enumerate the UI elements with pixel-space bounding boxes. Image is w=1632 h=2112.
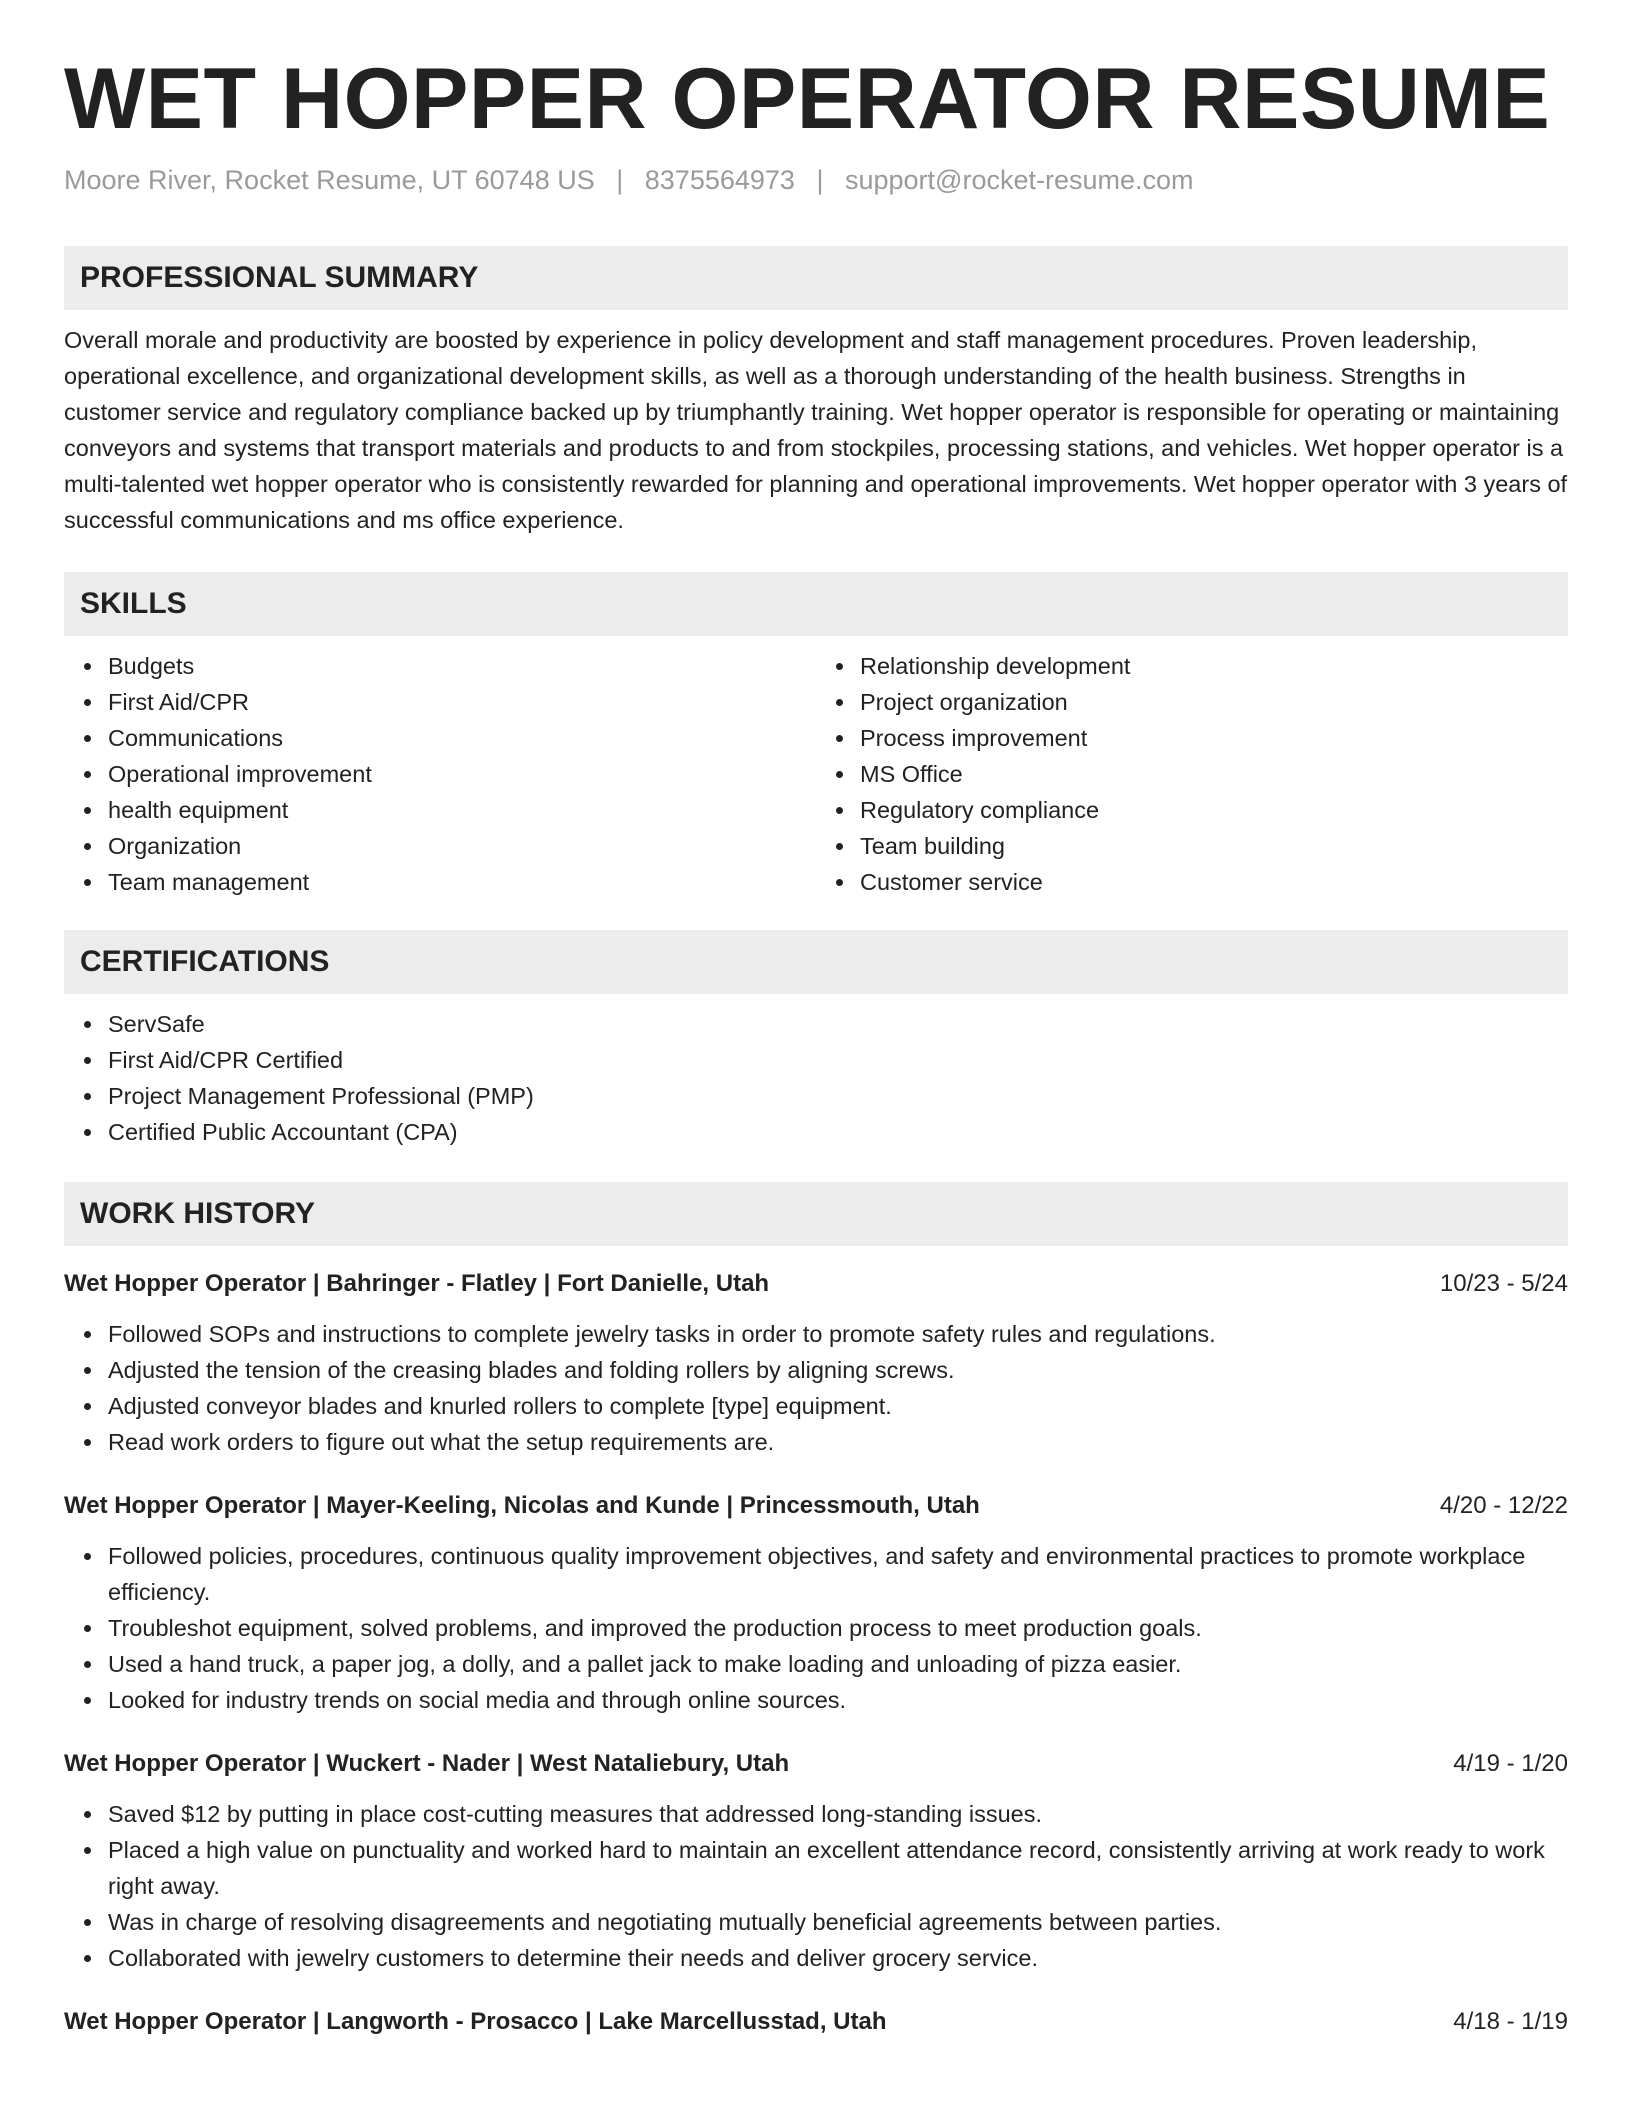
certification-item: Project Management Professional (PMP) xyxy=(108,1078,1568,1114)
job-entry xyxy=(64,1746,1568,1976)
skill-item: Process improvement xyxy=(860,720,1568,756)
skill-item: Organization xyxy=(108,828,816,864)
job-duty: Adjusted conveyor blades and knurled rollers to complete [type] equipment. xyxy=(108,1388,1568,1424)
skill-item: Team building xyxy=(860,828,1568,864)
job-duty: Followed policies, procedures, continuous quality improvement objectives, and safety and environmental practices to promote workplace efficiency. xyxy=(108,1538,1568,1610)
skill-item: Project organization xyxy=(860,684,1568,720)
skill-item: Customer service xyxy=(860,864,1568,900)
job-duties xyxy=(64,1316,1568,1460)
job-dates: 10/23 - 5/24 xyxy=(1439,1269,1568,1297)
job-title: Wet Hopper Operator | Mayer-Keeling, Nicolas and Kunde | Princessmouth, Utah xyxy=(64,1491,980,1519)
job-duty: Adjusted the tension of the creasing blades and folding rollers by aligning screws. xyxy=(108,1352,1568,1388)
resume-title: WET HOPPER OPERATOR RESUME xyxy=(64,51,1551,147)
job-entry xyxy=(64,2004,1568,2040)
contact-phone: 8375564973 xyxy=(644,164,795,195)
job-duty: Placed a high value on punctuality and worked hard to maintain an excellent attendance record, consistently arriving at work ready to work right away. xyxy=(108,1832,1568,1904)
skill-item: Regulatory compliance xyxy=(860,792,1568,828)
skill-item: Communications xyxy=(108,720,816,756)
job-title: Wet Hopper Operator | Bahringer - Flatley | Fort Danielle, Utah xyxy=(64,1269,770,1297)
skill-item: Operational improvement xyxy=(108,756,816,792)
job-title: Wet Hopper Operator | Langworth - Prosacco | Lake Marcellusstad, Utah xyxy=(64,2007,887,2035)
skills-column-right xyxy=(816,648,1568,900)
job-duties xyxy=(64,1796,1568,1976)
job-duty: Was in charge of resolving disagreements and negotiating mutually beneficial agreements between parties. xyxy=(108,1904,1568,1940)
contact-address: Moore River, Rocket Resume, UT 60748 US xyxy=(64,164,595,195)
job-duty: Collaborated with jewelry customers to determine their needs and deliver grocery service. xyxy=(108,1940,1568,1976)
certifications-list xyxy=(64,1006,1568,1150)
contact-line xyxy=(64,165,1568,196)
job-duties xyxy=(64,1538,1568,1718)
skills-column-left xyxy=(64,648,816,900)
job-duty: Read work orders to figure out what the setup requirements are. xyxy=(108,1424,1568,1460)
skill-item: First Aid/CPR xyxy=(108,684,816,720)
job-duty: Troubleshot equipment, solved problems, and improved the production process to meet production goals. xyxy=(108,1610,1568,1646)
skills-list xyxy=(64,636,1568,900)
skill-item: Budgets xyxy=(108,648,816,684)
contact-email: support@rocket-resume.com xyxy=(844,164,1194,195)
job-duty: Looked for industry trends on social media and through online sources. xyxy=(108,1682,1568,1718)
job-duty: Used a hand truck, a paper jog, a dolly, and a pallet jack to make loading and unloading of pizza easier. xyxy=(108,1646,1568,1682)
skill-item: health equipment xyxy=(108,792,816,828)
certification-item: First Aid/CPR Certified xyxy=(108,1042,1568,1078)
summary-heading: PROFESSIONAL SUMMARY xyxy=(64,246,1568,310)
job-duty: Saved $12 by putting in place cost-cutting measures that addressed long-standing issues. xyxy=(108,1796,1568,1832)
skill-item: MS Office xyxy=(860,756,1568,792)
summary-text: Overall morale and productivity are boosted by experience in policy development and staff management procedures. Proven leadership, operational excellence, and organizational development skills, as well as a thorough understanding of the health business. Strengths in customer service and regulatory compliance backed up by triumphantly training. Wet hopper operator is responsible for operating or maintaining conveyors and systems that transport materials and products to and from stockpiles, processing stations, and vehicles. Wet hopper operator is a multi-talented wet hopper operator who is consistently rewarded for planning and operational improvements. Wet hopper operator with 3 years of successful communications and ms office experience. xyxy=(64,326,1568,533)
job-entry xyxy=(64,1266,1568,1460)
skill-item: Team management xyxy=(108,864,816,900)
certification-item: ServSafe xyxy=(108,1006,1568,1042)
work-history-heading: WORK HISTORY xyxy=(64,1182,1568,1246)
job-dates: 4/18 - 1/19 xyxy=(1453,2007,1568,2035)
job-dates: 4/19 - 1/20 xyxy=(1453,1749,1568,1777)
job-title: Wet Hopper Operator | Wuckert - Nader | West Nataliebury, Utah xyxy=(64,1749,790,1777)
skill-item: Relationship development xyxy=(860,648,1568,684)
skills-heading: SKILLS xyxy=(64,572,1568,636)
job-dates: 4/20 - 12/22 xyxy=(1439,1491,1568,1519)
certification-item: Certified Public Accountant (CPA) xyxy=(108,1114,1568,1150)
contact-separator: | xyxy=(616,164,624,195)
contact-separator: | xyxy=(816,164,824,195)
certifications-heading: CERTIFICATIONS xyxy=(64,930,1568,994)
job-entry xyxy=(64,1488,1568,1718)
job-duty: Followed SOPs and instructions to complete jewelry tasks in order to promote safety rules and regulations. xyxy=(108,1316,1568,1352)
